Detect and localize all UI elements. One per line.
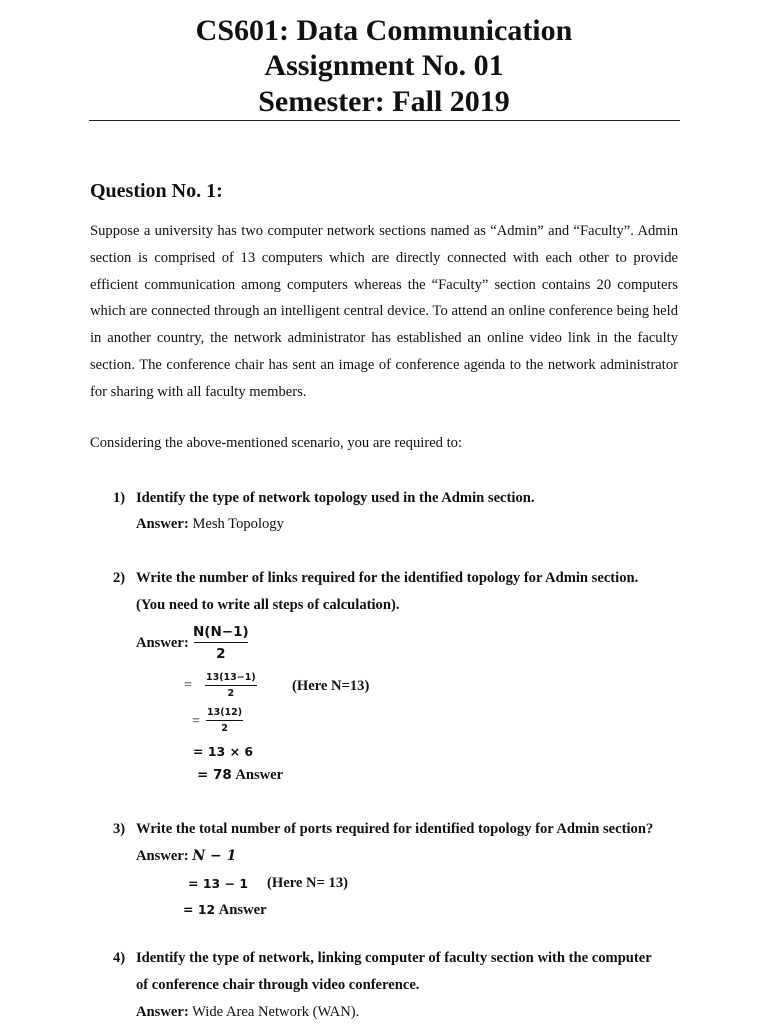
formula-numerator: N(N−1)	[193, 624, 249, 640]
item-1-answer	[136, 516, 284, 533]
item-3-number: 3)	[113, 821, 126, 837]
ports-step2	[183, 902, 267, 919]
ports-step1-note: (Here N= 13)	[267, 875, 348, 891]
answer-word: Answer	[235, 767, 284, 783]
item-3-prompt: Write the total number of ports required for identified topology for Admin section?	[136, 821, 654, 837]
assignment-number: Assignment No. 01	[264, 49, 504, 82]
item-1-number: 1)	[113, 490, 126, 506]
item-4-prompt: Identify the type of network, linking computer of faculty section with the computer	[136, 950, 652, 966]
step4	[197, 767, 283, 784]
answer-value: Mesh Topology	[192, 516, 284, 532]
formula-denominator: 2	[216, 646, 226, 662]
answer-label: Answer:	[136, 1004, 189, 1020]
item-3-answer	[136, 848, 236, 865]
item-2-prompt-note: (You need to write all steps of calculation).	[136, 597, 400, 613]
ports-step2-value: = 12	[183, 902, 216, 917]
document-title: CS601: Data Communication	[195, 14, 573, 47]
ports-step1: = 13 − 1	[188, 876, 249, 891]
instructions-intro: Considering the above-mentioned scenario, you are required to:	[90, 435, 463, 451]
item-4-number: 4)	[113, 950, 126, 966]
links-formula	[191, 624, 251, 662]
answer-label: Answer:	[136, 516, 189, 532]
step4-value: = 78	[197, 767, 232, 783]
semester: Semester: Fall 2019	[258, 85, 510, 118]
step2-denominator: 2	[221, 723, 228, 734]
question-title: Question No. 1:	[90, 180, 223, 202]
item-2-answer-label: Answer:	[136, 635, 189, 651]
item-2-prompt: Write the number of links required for the identified topology for Admin section.	[136, 570, 639, 586]
header-divider	[89, 120, 680, 121]
step1-equals: =	[184, 678, 192, 693]
step2-fraction	[206, 707, 243, 734]
item-1-prompt: Identify the type of network topology used in the Admin section.	[136, 490, 535, 506]
item-2-number: 2)	[113, 570, 126, 586]
item-4-prompt-cont: of conference chair through video conference.	[136, 977, 420, 993]
answer-value: Wide Area Network (WAN).	[192, 1004, 360, 1020]
ports-formula: N − 1	[192, 848, 237, 864]
step2-equals: =	[192, 714, 200, 729]
answer-label: Answer:	[136, 848, 189, 864]
step1-numerator: 13(13−1)	[206, 672, 256, 683]
step1-fraction	[205, 672, 257, 699]
item-4-answer	[136, 1004, 359, 1021]
step2-numerator: 13(12)	[207, 707, 243, 718]
answer-word: Answer	[218, 902, 267, 918]
scenario-paragraph: Suppose a university has two computer network sections named as “Admin” and “Faculty”. Admin section is comprised of 13 computers which are directly connected with each other to provide efficient communication among computers whereas the “Faculty” section contains 20 computers which are connected through an intelligent central device. To attend an online conference being held in another country, the network administrator has established an online video link in the faculty section. The conference chair has sent an image of conference agenda to the network administrator for sharing with all faculty members.	[90, 223, 678, 400]
step3: = 13 × 6	[193, 744, 254, 759]
step1-denominator: 2	[227, 688, 235, 699]
step1-note: (Here N=13)	[292, 678, 370, 694]
